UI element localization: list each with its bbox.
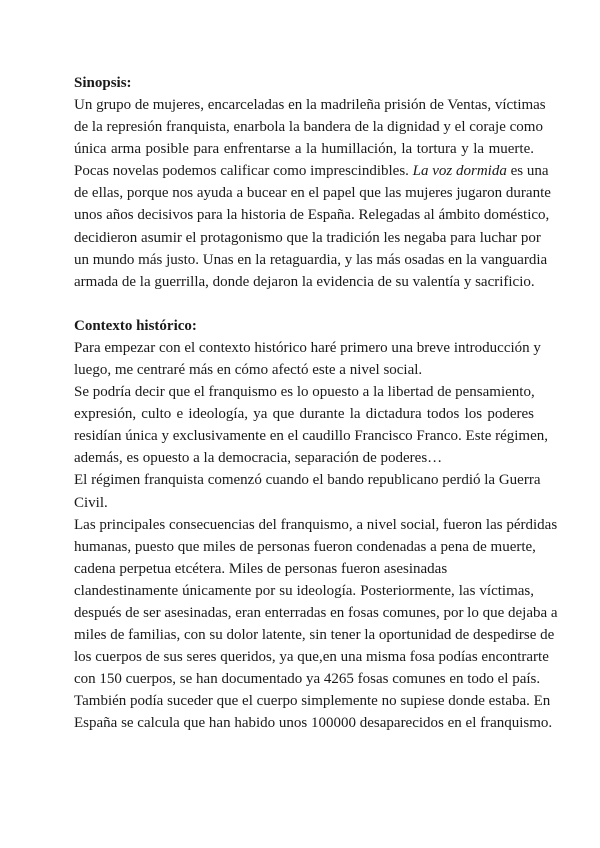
text-line: humanas, puesto que miles de personas fueron condenadas a pena de muerte, (74, 538, 536, 555)
text-line: con 150 cuerpos, se han documentado ya 4265 fosas comunes en todo el país. (74, 671, 541, 688)
text-fragment: es una (510, 163, 549, 180)
text-fragment: Pocas novelas podemos calificar como imprescindibles. (74, 163, 409, 180)
text-line: España se calcula que han habido unos 100000 desaparecidos en el franquismo. (74, 715, 553, 732)
text-line-with-title (74, 160, 549, 182)
text-line: También podía suceder que el cuerpo simplemente no supiese donde estaba. En (74, 693, 551, 710)
text-line: Las principales consecuencias del franquismo, a nivel social, fueron las pérdidas (74, 516, 558, 533)
text-line: Civil. (74, 494, 108, 511)
text-line: única arma posible para enfrentarse a la humillación, la tortura y la muerte. (74, 141, 534, 158)
text-line: decidieron asumir el protagonismo que la tradición les negaba para luchar por (74, 229, 541, 246)
text-line: residían única y exclusivamente en el caudillo Francisco Franco. Este régimen, (74, 428, 549, 445)
sinopsis-paragraph (74, 94, 551, 293)
sinopsis-section (74, 72, 551, 293)
text-line: expresión, culto e ideología, ya que durante la dictadura todos los poderes (74, 406, 534, 423)
sinopsis-heading: Sinopsis: (74, 75, 132, 91)
text-line: además, es opuesto a la democracia, separación de poderes… (74, 450, 443, 467)
text-line: cadena perpetua etcétera. Miles de personas fueron asesinadas (74, 560, 448, 577)
text-line: armada de la guerrilla, donde dejaron la evidencia de su valentía y sacrificio. (74, 273, 535, 290)
contexto-paragraph (74, 337, 558, 735)
text-line: luego, me centraré más en cómo afectó este a nivel social. (74, 361, 423, 378)
text-line: los cuerpos de sus seres queridos, ya que,en una misma fosa podías encontrarte (74, 649, 549, 666)
contexto-heading: Contexto histórico: (74, 317, 197, 334)
contexto-section (74, 315, 558, 735)
text-line: unos años decisivos para la historia de España. Relegadas al ámbito doméstico, (74, 207, 550, 224)
text-line: un mundo más justo. Unas en la retaguardia, y las más osadas en la vanguardia (74, 251, 548, 268)
text-line: de la represión franquista, enarbola la bandera de la dignidad y el coraje como (74, 119, 543, 136)
section-spacer (74, 293, 534, 315)
text-line: Se podría decir que el franquismo es lo opuesto a la libertad de pensamiento, (74, 384, 535, 401)
text-line: Para empezar con el contexto histórico haré primero una breve introducción y (74, 339, 541, 356)
text-line: Un grupo de mujeres, encarceladas en la madrileña prisión de Ventas, víctimas (74, 97, 546, 113)
text-line: clandestinamente únicamente por su ideología. Posteriormente, las víctimas, (74, 582, 534, 599)
document-page (74, 72, 558, 735)
book-title: La voz dormida (412, 163, 507, 180)
text-line: miles de familias, con su dolor latente, sin tener la oportunidad de despedirse de (74, 627, 555, 644)
text-line: de ellas, porque nos ayuda a bucear en el papel que las mujeres jugaron durante (74, 185, 551, 202)
text-line: El régimen franquista comenzó cuando el bando republicano perdió la Guerra (74, 472, 541, 489)
text-line: después de ser asesinadas, eran enterradas en fosas comunes, por lo que dejaba a (74, 604, 558, 621)
